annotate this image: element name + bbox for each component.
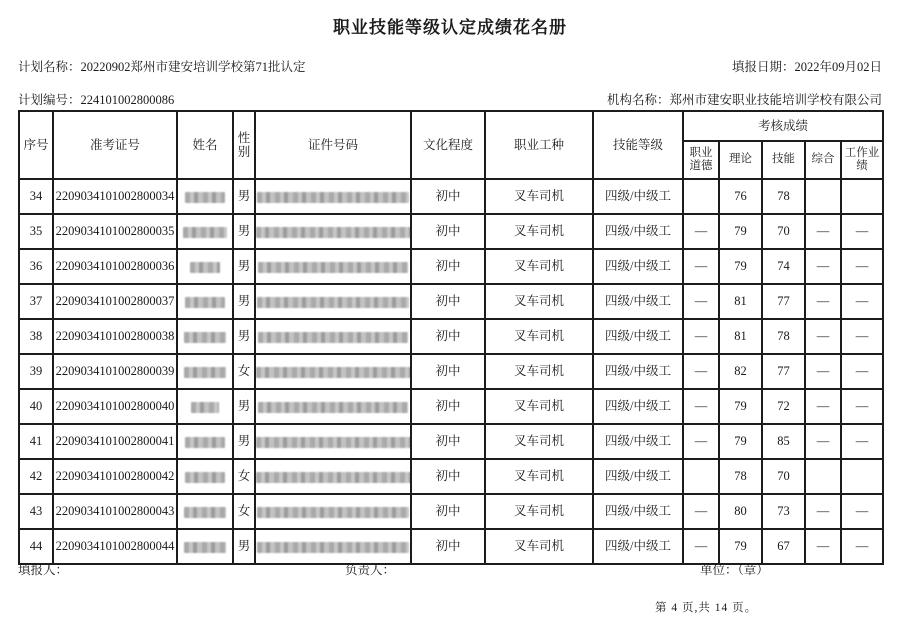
cell-education: 初中	[411, 529, 485, 564]
redacted-name	[185, 472, 225, 483]
cell-id-no	[255, 319, 411, 354]
cell-seq: 44	[19, 529, 53, 564]
cell-seq: 35	[19, 214, 53, 249]
cell-name	[177, 354, 233, 389]
cell-score-work	[841, 179, 883, 214]
redacted-name	[184, 332, 226, 343]
redacted-id-number	[258, 402, 408, 413]
cell-score-work: —	[841, 389, 883, 424]
cell-ticket: 2209034101002800035	[53, 214, 177, 249]
cell-score-work: —	[841, 424, 883, 459]
cell-level: 四级/中级工	[593, 459, 683, 494]
cell-ticket: 2209034101002800036	[53, 249, 177, 284]
table-row	[19, 459, 883, 494]
table-row	[19, 319, 883, 354]
cell-score-theory: 79	[719, 424, 762, 459]
redacted-id-number	[256, 437, 411, 448]
cell-id-no	[255, 494, 411, 529]
redacted-name	[184, 507, 226, 518]
plan-no-value: 224101002800086	[80, 93, 175, 107]
cell-score-skill: 78	[762, 179, 805, 214]
cell-gender: 男	[233, 214, 255, 249]
cell-score-theory: 80	[719, 494, 762, 529]
cell-name	[177, 494, 233, 529]
cell-seq: 34	[19, 179, 53, 214]
report-date	[732, 57, 882, 75]
page-title: 职业技能等级认定成绩花名册	[333, 18, 567, 37]
cell-ticket: 2209034101002800042	[53, 459, 177, 494]
table-row	[19, 284, 883, 319]
cell-level: 四级/中级工	[593, 249, 683, 284]
org-name-label: 机构名称：	[606, 93, 670, 107]
cell-gender: 女	[233, 459, 255, 494]
cell-score-work: —	[841, 354, 883, 389]
cell-gender: 男	[233, 179, 255, 214]
cell-seq: 39	[19, 354, 53, 389]
cell-gender: 男	[233, 249, 255, 284]
cell-level: 四级/中级工	[593, 494, 683, 529]
cell-gender: 男	[233, 319, 255, 354]
cell-education: 初中	[411, 284, 485, 319]
redacted-name	[185, 437, 225, 448]
cell-ticket: 2209034101002800038	[53, 319, 177, 354]
cell-ticket: 2209034101002800039	[53, 354, 177, 389]
cell-education: 初中	[411, 214, 485, 249]
cell-score-theory: 79	[719, 529, 762, 564]
cell-ticket: 2209034101002800043	[53, 494, 177, 529]
redacted-name	[184, 367, 226, 378]
cell-ticket: 2209034101002800034	[53, 179, 177, 214]
cell-occupation: 叉车司机	[485, 389, 593, 424]
redacted-id-number	[257, 542, 409, 553]
cell-score-work: —	[841, 494, 883, 529]
cell-score-comprehensive: —	[805, 214, 841, 249]
cell-score-ethics: —	[683, 389, 719, 424]
cell-score-comprehensive: —	[805, 284, 841, 319]
cell-id-no	[255, 249, 411, 284]
cell-score-ethics: —	[683, 214, 719, 249]
cell-score-theory: 82	[719, 354, 762, 389]
redacted-id-number	[256, 367, 411, 378]
table-row	[19, 529, 883, 564]
cell-level: 四级/中级工	[593, 354, 683, 389]
cell-gender: 男	[233, 424, 255, 459]
cell-occupation: 叉车司机	[485, 529, 593, 564]
cell-id-no	[255, 529, 411, 564]
cell-occupation: 叉车司机	[485, 214, 593, 249]
filler-label: 填报人：	[18, 563, 69, 577]
plan-no-label: 计划编号：	[18, 93, 81, 107]
cell-score-ethics: —	[683, 424, 719, 459]
cell-gender: 男	[233, 389, 255, 424]
redacted-id-number	[256, 472, 411, 483]
cell-level: 四级/中级工	[593, 179, 683, 214]
cell-ticket: 2209034101002800041	[53, 424, 177, 459]
cell-name	[177, 249, 233, 284]
table-row	[19, 354, 883, 389]
cell-score-comprehensive: —	[805, 424, 841, 459]
cell-level: 四级/中级工	[593, 284, 683, 319]
cell-occupation: 叉车司机	[485, 424, 593, 459]
redacted-name	[191, 402, 219, 413]
cell-score-skill: 67	[762, 529, 805, 564]
cell-education: 初中	[411, 249, 485, 284]
cell-id-no	[255, 179, 411, 214]
cell-score-work: —	[841, 249, 883, 284]
cell-score-theory: 76	[719, 179, 762, 214]
page-number-info: 第 4 页,共 14 页。	[655, 602, 758, 614]
cell-score-ethics	[683, 459, 719, 494]
cell-education: 初中	[411, 424, 485, 459]
cell-score-comprehensive: —	[805, 529, 841, 564]
cell-score-work: —	[841, 284, 883, 319]
cell-score-work: —	[841, 319, 883, 354]
cell-score-ethics	[683, 179, 719, 214]
cell-score-theory: 81	[719, 319, 762, 354]
cell-seq: 36	[19, 249, 53, 284]
cell-id-no	[255, 354, 411, 389]
cell-score-ethics: —	[683, 249, 719, 284]
redacted-name	[185, 192, 225, 203]
plan-name	[18, 57, 306, 75]
cell-seq: 40	[19, 389, 53, 424]
cell-score-comprehensive	[805, 459, 841, 494]
redacted-name	[183, 227, 227, 238]
col-header-score-theory: 理论	[719, 141, 762, 179]
cell-score-work: —	[841, 529, 883, 564]
cell-score-ethics: —	[683, 284, 719, 319]
cell-score-ethics: —	[683, 494, 719, 529]
cell-education: 初中	[411, 389, 485, 424]
cell-education: 初中	[411, 319, 485, 354]
col-header-id-no: 证件号码	[255, 111, 411, 179]
cell-score-theory: 79	[719, 214, 762, 249]
cell-id-no	[255, 284, 411, 319]
cell-score-skill: 77	[762, 284, 805, 319]
col-header-level: 技能等级	[593, 111, 683, 179]
col-header-score-ethics: 职业道德	[683, 141, 719, 179]
redacted-id-number	[258, 332, 408, 343]
redacted-id-number	[256, 227, 411, 238]
cell-id-no	[255, 424, 411, 459]
col-header-score-comprehensive: 综合	[805, 141, 841, 179]
cell-occupation: 叉车司机	[485, 459, 593, 494]
cell-gender: 男	[233, 284, 255, 319]
cell-education: 初中	[411, 179, 485, 214]
redacted-id-number	[257, 192, 409, 203]
col-header-score-work: 工作业绩	[841, 141, 883, 179]
cell-occupation: 叉车司机	[485, 179, 593, 214]
cell-score-ethics: —	[683, 354, 719, 389]
cell-name	[177, 214, 233, 249]
cell-score-work	[841, 459, 883, 494]
cell-level: 四级/中级工	[593, 529, 683, 564]
cell-level: 四级/中级工	[593, 389, 683, 424]
cell-occupation: 叉车司机	[485, 494, 593, 529]
cell-occupation: 叉车司机	[485, 319, 593, 354]
redacted-name	[185, 297, 225, 308]
col-header-name: 姓名	[177, 111, 233, 179]
col-header-education: 文化程度	[411, 111, 485, 179]
cell-name	[177, 389, 233, 424]
cell-gender: 女	[233, 354, 255, 389]
cell-score-theory: 81	[719, 284, 762, 319]
cell-score-comprehensive: —	[805, 494, 841, 529]
cell-name	[177, 319, 233, 354]
cell-ticket: 2209034101002800037	[53, 284, 177, 319]
cell-name	[177, 459, 233, 494]
redacted-id-number	[258, 262, 408, 273]
cell-score-work: —	[841, 214, 883, 249]
cell-id-no	[255, 389, 411, 424]
col-header-gender: 性别	[233, 111, 255, 179]
col-header-occupation: 职业工种	[485, 111, 593, 179]
cell-score-skill: 74	[762, 249, 805, 284]
cell-education: 初中	[411, 354, 485, 389]
col-header-scores-group: 考核成绩	[683, 111, 883, 141]
cell-level: 四级/中级工	[593, 319, 683, 354]
cell-score-comprehensive: —	[805, 354, 841, 389]
col-header-score-skill: 技能	[762, 141, 805, 179]
table-row	[19, 389, 883, 424]
col-header-ticket: 准考证号	[53, 111, 177, 179]
cell-id-no	[255, 214, 411, 249]
cell-score-comprehensive: —	[805, 319, 841, 354]
cell-name	[177, 529, 233, 564]
cell-score-skill: 73	[762, 494, 805, 529]
col-header-seq: 序号	[19, 111, 53, 179]
cell-id-no	[255, 459, 411, 494]
score-roster-table	[18, 110, 884, 565]
cell-occupation: 叉车司机	[485, 284, 593, 319]
cell-seq: 37	[19, 284, 53, 319]
cell-score-skill: 72	[762, 389, 805, 424]
plan-name-value: 20220902郑州市建安培训学校第71批认定	[80, 60, 306, 74]
redacted-id-number	[257, 297, 409, 308]
results-tbody	[19, 179, 883, 564]
cell-ticket: 2209034101002800040	[53, 389, 177, 424]
cell-seq: 38	[19, 319, 53, 354]
cell-occupation: 叉车司机	[485, 249, 593, 284]
cell-education: 初中	[411, 459, 485, 494]
cell-score-skill: 78	[762, 319, 805, 354]
table-row	[19, 214, 883, 249]
cell-score-comprehensive: —	[805, 249, 841, 284]
cell-gender: 女	[233, 494, 255, 529]
table-row	[19, 179, 883, 214]
org-name-value: 郑州市建安职业技能培训学校有限公司	[669, 93, 882, 107]
seal-placeholder: （章）	[737, 563, 769, 577]
cell-education: 初中	[411, 494, 485, 529]
plan-name-label: 计划名称：	[18, 60, 81, 74]
cell-level: 四级/中级工	[593, 214, 683, 249]
unit-label: 单位：	[700, 563, 738, 577]
redacted-name	[190, 262, 220, 273]
cell-score-skill: 70	[762, 214, 805, 249]
cell-score-comprehensive: —	[805, 389, 841, 424]
cell-seq: 43	[19, 494, 53, 529]
table-row	[19, 249, 883, 284]
table-row	[19, 424, 883, 459]
cell-score-theory: 79	[719, 389, 762, 424]
plan-no	[18, 90, 174, 108]
cell-score-ethics: —	[683, 529, 719, 564]
table-row	[19, 494, 883, 529]
cell-seq: 42	[19, 459, 53, 494]
unit-seal-label	[700, 560, 769, 578]
cell-name	[177, 284, 233, 319]
redacted-name	[184, 542, 226, 553]
cell-ticket: 2209034101002800044	[53, 529, 177, 564]
report-date-value: 2022年09月02日	[794, 60, 882, 74]
cell-name	[177, 424, 233, 459]
org-name	[607, 90, 882, 108]
cell-score-ethics: —	[683, 319, 719, 354]
cell-level: 四级/中级工	[593, 424, 683, 459]
cell-score-skill: 70	[762, 459, 805, 494]
cell-score-skill: 85	[762, 424, 805, 459]
cell-score-theory: 79	[719, 249, 762, 284]
cell-seq: 41	[19, 424, 53, 459]
cell-score-theory: 78	[719, 459, 762, 494]
cell-score-comprehensive	[805, 179, 841, 214]
cell-score-skill: 77	[762, 354, 805, 389]
report-date-label: 填报日期：	[731, 60, 795, 74]
cell-occupation: 叉车司机	[485, 354, 593, 389]
cell-name	[177, 179, 233, 214]
responsible-label: 负责人：	[345, 563, 396, 577]
cell-gender: 男	[233, 529, 255, 564]
redacted-id-number	[257, 507, 409, 518]
